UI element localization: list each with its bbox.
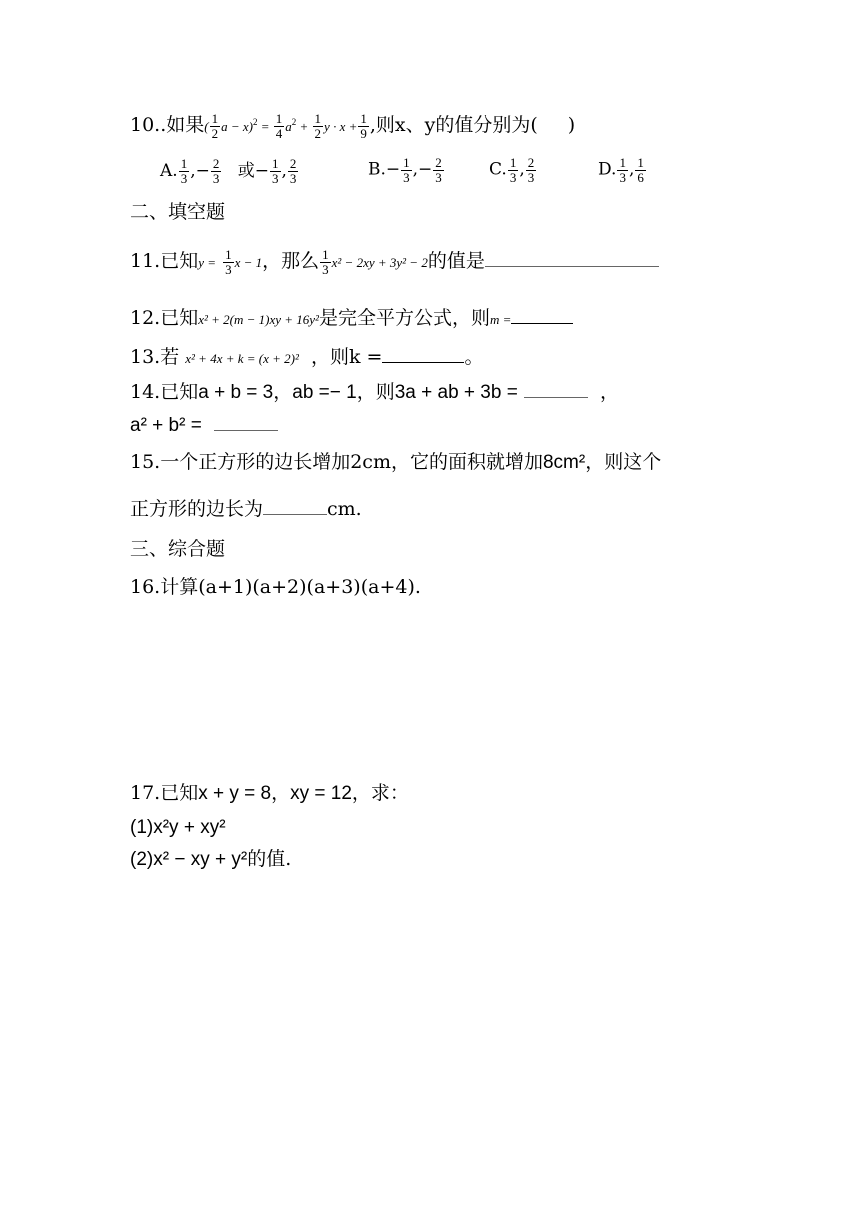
question-17: 17.已知x + y = 8，xy = 12，求：	[130, 782, 409, 804]
q12-prefix: 12.已知	[130, 307, 199, 329]
q14-cond2: ab =− 1	[292, 382, 357, 403]
question-16: 16.计算(a+1)(a+2)(a+3)(a+4).	[130, 576, 421, 598]
q10-option-c: C. $\frac{1}{3}$ , $\frac{2}{3}$	[489, 155, 535, 185]
q17-cond1: x + y = 8	[198, 783, 272, 804]
q14-answer-blank-2	[214, 430, 278, 431]
q15-line2-suffix: cm.	[327, 498, 362, 520]
q10-close-paren: )	[567, 114, 576, 137]
q14-expr2: a² + b² =	[130, 415, 202, 436]
section-2-title: 二、填空题	[130, 201, 226, 223]
q11-mid: ，那么	[262, 250, 320, 273]
q14-prefix: 14.已知	[130, 381, 199, 403]
question-14: 14.已知a + b = 3，ab =− 1，则3a + ab + 3b = ，	[130, 381, 619, 403]
q15-line2-prefix: 正方形的边长为	[130, 498, 264, 520]
option-b-label: B.−	[368, 159, 401, 180]
question-15	[130, 453, 661, 472]
q11-y-eq: y =	[198, 255, 217, 271]
q13-prefix: 13.若	[130, 346, 180, 368]
q14-answer-blank-1	[524, 397, 588, 398]
q17-part-1: (1)x²y + xy²	[130, 817, 226, 838]
q10-frac-quarter: $\frac{1}{4}$	[275, 111, 283, 141]
q11-prefix: 11.已知	[130, 250, 199, 273]
option-c-label: C.	[489, 159, 507, 180]
question-13	[130, 348, 483, 367]
q15-line1-prefix: 15.一个正方形的边长增加2cm，它的面积就增加	[130, 451, 543, 473]
q17-cond2: xy = 12	[290, 783, 352, 804]
q15-line1-suffix: ，则这个	[585, 451, 662, 473]
q10-a: a	[285, 119, 292, 135]
q12-expr: x² + 2(m − 1)xy + 16y²	[198, 312, 319, 327]
q17-part2-suffix: 的值.	[247, 848, 292, 870]
q10-frac-half: $\frac{1}{2}$	[211, 111, 219, 141]
q10-option-a: A. $\frac{1}{3}$ ,− $\frac{2}{3}$ 或− $\frac{1}{3}$ , $\frac{2}{3}$	[160, 156, 297, 186]
q12-suffix: 是完全平方公式，则	[318, 307, 490, 329]
q17-suffix: ，求：	[351, 782, 409, 804]
q10-sup: 2	[252, 117, 258, 128]
q12-m-eq: m =	[489, 312, 512, 327]
q17-prefix: 17.已知	[130, 782, 199, 804]
q10-option-d: D. $\frac{1}{3}$ , $\frac{1}{6}$	[598, 155, 644, 185]
q11-answer-blank	[485, 266, 659, 267]
q14-expr1: 3a + ab + 3b =	[394, 382, 518, 403]
q13-expr: x² + 4x + k = (x + 2)²	[185, 351, 299, 366]
q13-answer-blank	[382, 362, 464, 363]
q17-part2-expr: (2)x² − xy + y²	[130, 849, 248, 870]
question-11: 11.已知y = $\frac{1}{3}$ x − 1，那么 $\frac{1}{3}$ x² − 2xy + 3y² − 2的值是	[130, 248, 659, 276]
q10-frac-half-2: $\frac{1}{2}$	[314, 111, 322, 141]
q10-frac-ninth: $\frac{1}{9}$	[360, 111, 367, 141]
question-10: 10..如果( $\frac{1}{2}$ a − x)$^2$ = $\frac{1}{4}$ $a^2$ + $\frac{1}{2}$ y · x + $\frac{1}{9}$ ,则x、y的值分别为( )	[130, 111, 576, 141]
q15-answer-blank	[263, 514, 327, 515]
q11-expr: x² − 2xy + 3y² − 2	[331, 255, 428, 271]
option-d-label: D.	[598, 159, 617, 180]
question-15-line-2	[130, 500, 362, 519]
q13-mid: ，则k =	[310, 346, 383, 368]
q10-open-paren: (	[204, 119, 209, 135]
q10-eq: =	[260, 119, 270, 135]
q11-suffix: 的值是	[427, 250, 485, 273]
section-3-title: 三、综合题	[130, 538, 226, 560]
q14-cond1: a + b = 3	[198, 382, 274, 403]
q17-part-2	[130, 850, 291, 869]
q10-suffix: ,则x、y的值分别为(	[369, 114, 538, 137]
q10-yx: y · x +	[324, 119, 358, 135]
q13-suffix: 。	[464, 346, 484, 368]
q10-a-minus-x: a − x)	[221, 119, 253, 135]
q11-x-minus-1: x − 1	[234, 255, 263, 271]
q10-prefix: 10..如果	[130, 114, 205, 137]
q15-area: 8cm²	[542, 452, 586, 473]
q10-option-b: B.− $\frac{1}{3}$ ,− $\frac{2}{3}$	[368, 155, 442, 185]
q12-answer-blank	[511, 323, 573, 324]
q14-tail: ，	[599, 381, 619, 403]
question-12	[130, 309, 573, 328]
question-14-line-2	[130, 416, 278, 435]
option-a-label: A.	[160, 161, 178, 181]
